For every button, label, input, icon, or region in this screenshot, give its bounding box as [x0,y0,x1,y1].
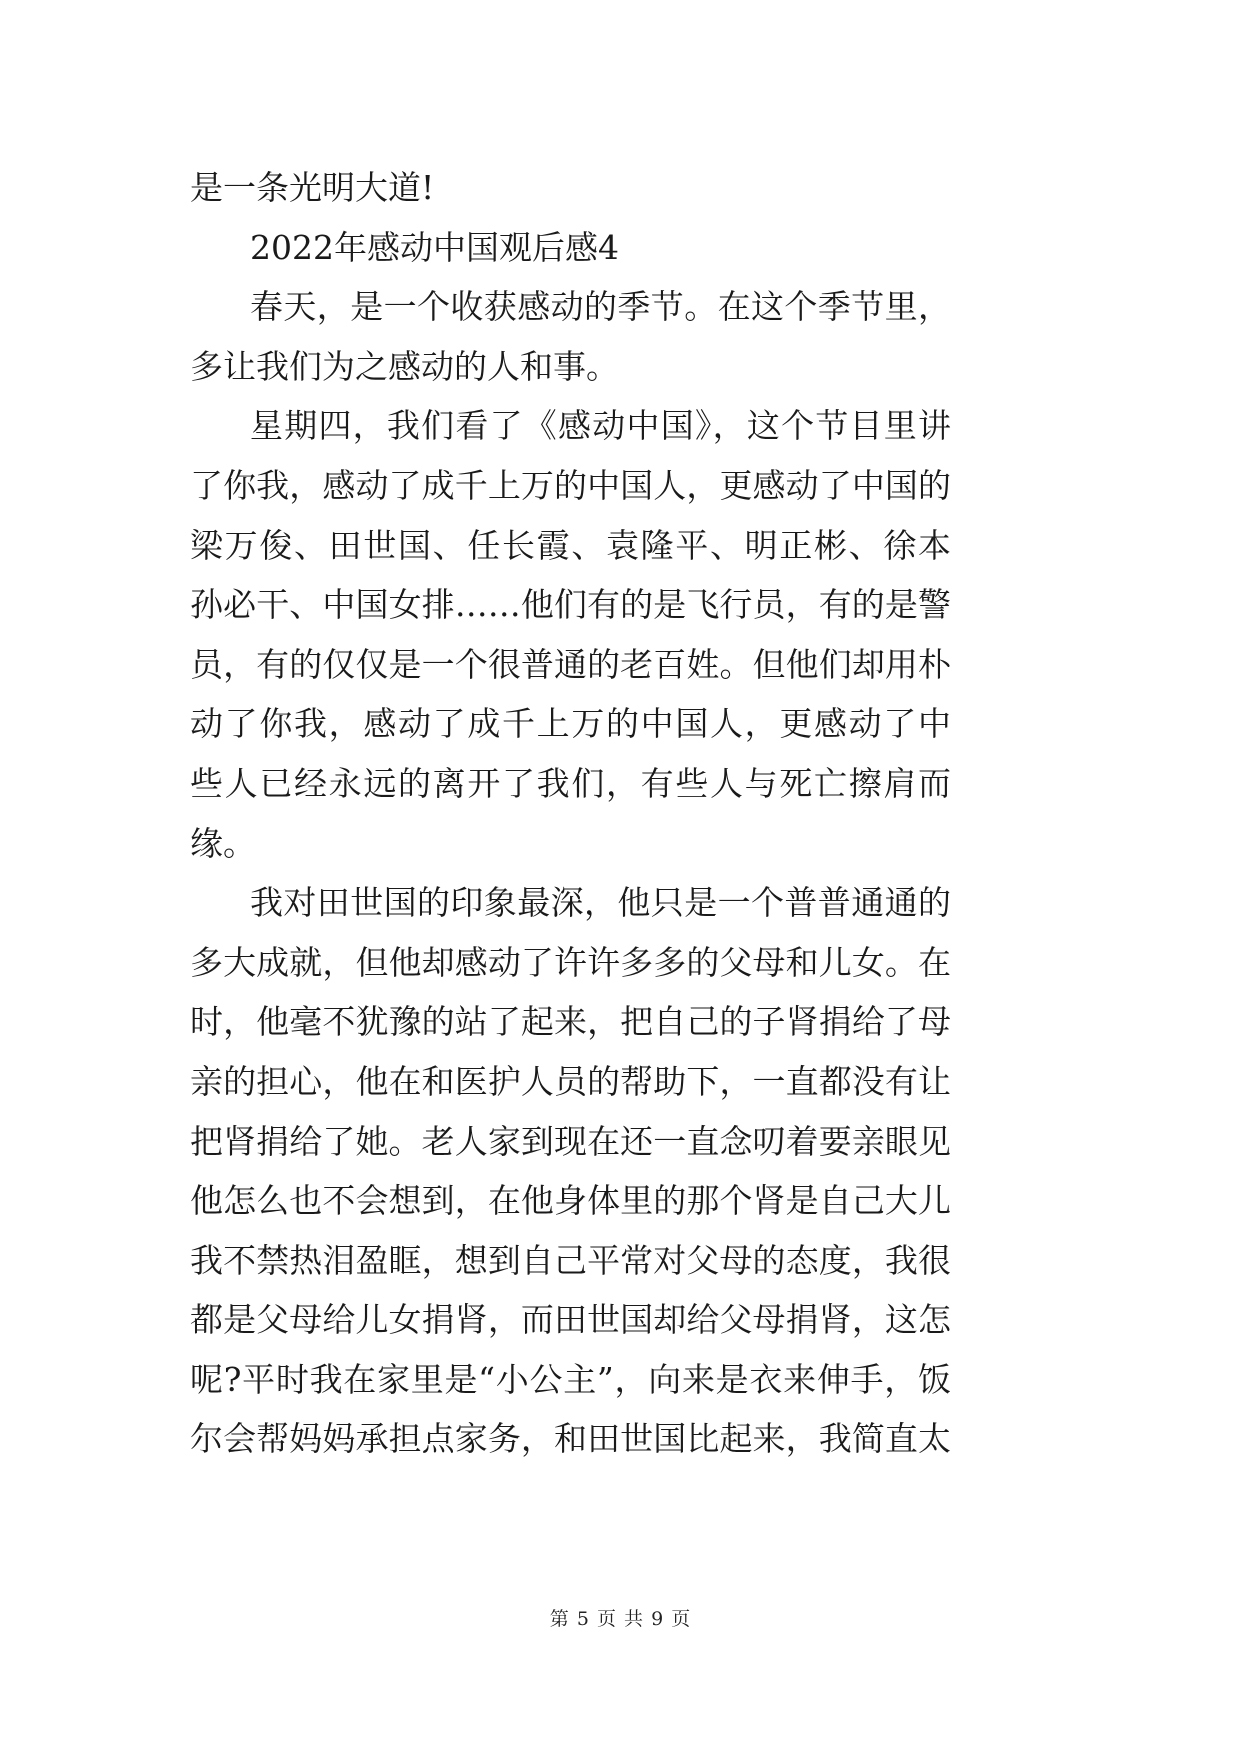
intro-paragraph [190,277,951,396]
paragraph-line: 些人已经永远的离开了我们，有些人与死亡擦肩而 [190,763,951,803]
program-paragraph [190,396,951,873]
paragraph-line: 我对田世国的印象最深，他只是一个普普通通的 [250,883,951,923]
paragraph-line: 尔会帮妈妈承担点家务，和田世国比起来，我简直太 [190,1419,951,1459]
paragraph-line: 春天，是一个收获感动的季节。在这个季节里， [250,287,951,327]
paragraph-line: 动了你我，感动了成千上万的中国人，更感动了中 [190,704,951,744]
footer-total-pages: 9 [651,1608,665,1630]
paragraph-line: 缘。 [190,823,256,863]
paragraph-line: 员，有的仅仅是一个很普通的老百姓。但他们却用朴 [190,644,951,684]
section-heading [190,218,951,278]
page-footer [0,1606,1241,1632]
paragraph-line: 孙必干、中国女排……他们有的是飞行员，有的是警 [190,585,951,625]
paragraph-line: 亲的担心，他在和医护人员的帮助下，一直都没有让 [190,1061,951,1101]
paragraph-line: 时，他毫不犹豫的站了起来，把自己的子肾捐给了母 [190,1002,951,1042]
paragraph-line: 是一条光明大道! [190,168,435,207]
paragraph-line: 梁万俊、田世国、任长霞、袁隆平、明正彬、徐本 [190,525,951,565]
paragraph-line: 把肾捐给了她。老人家到现在还一直念叨着要亲眼见 [190,1121,951,1161]
footer-prefix: 第 [549,1608,570,1630]
footer-page-word: 页 [596,1608,617,1630]
tian-shiguo-paragraph [190,873,951,1469]
paragraph-line: 呢?平时我在家里是“小公主”，向来是衣来伸手，饭 [190,1359,951,1399]
footer-total-word: 共 [624,1608,645,1630]
paragraph-line: 我不禁热泪盈眶，想到自己平常对父母的态度，我很 [190,1240,951,1280]
heading-text: 2022年感动中国观后感4 [250,227,619,267]
paragraph-line: 多大成就，但他却感动了许许多多的父母和儿女。在 [190,942,951,982]
footer-suffix: 页 [671,1608,692,1630]
paragraph-line: 都是父母给儿女捐肾，而田世国却给父母捐肾，这怎 [190,1300,951,1340]
paragraph-line: 星期四，我们看了《感动中国》，这个节目里讲 [250,406,951,446]
paragraph-line: 多让我们为之感动的人和事。 [190,346,619,386]
footer-page-number: 5 [576,1608,590,1630]
paragraph-line: 了你我，感动了成千上万的中国人，更感动了中国的 [190,465,951,505]
page-body [190,158,951,1469]
paragraph-line: 他怎么也不会想到，在他身体里的那个肾是自己大儿 [190,1181,951,1221]
continuation-paragraph [190,158,951,218]
